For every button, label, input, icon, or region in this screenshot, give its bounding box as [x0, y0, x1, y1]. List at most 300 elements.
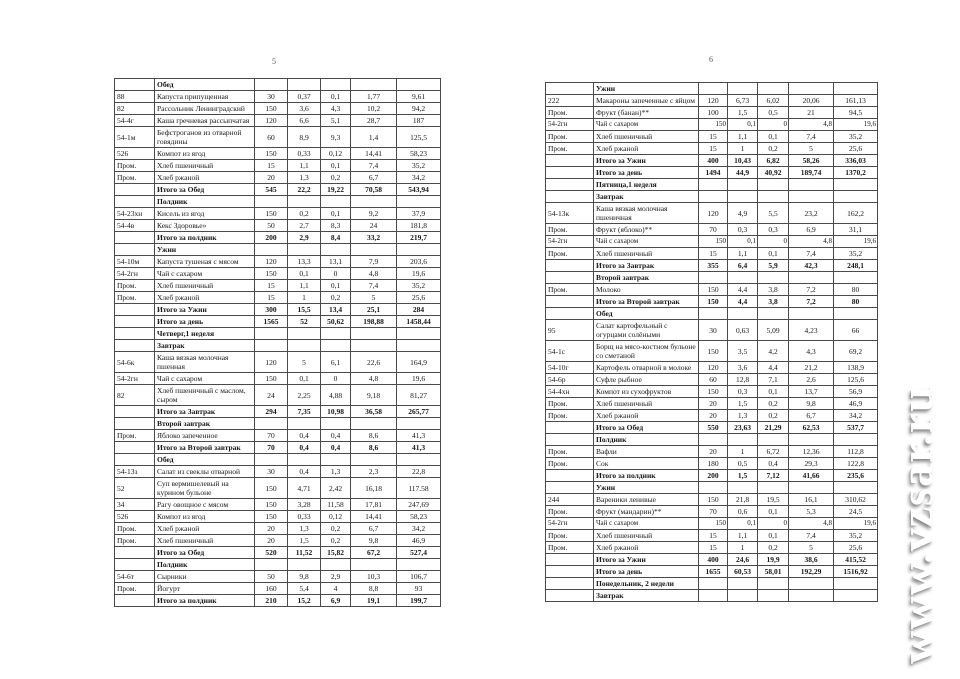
- cell-value: 4: [321, 583, 351, 595]
- cell-value: [397, 79, 441, 91]
- cell-value: [758, 83, 789, 95]
- cell-dish-name: Молоко: [594, 284, 699, 296]
- cell-value: 1565: [255, 316, 288, 328]
- cell-value: [397, 454, 441, 466]
- cell-dish-name: Каша вязкая молочная пшеничная: [594, 203, 699, 224]
- cell-value: 150: [699, 386, 728, 398]
- cell-dish-name: Чай с сахаром: [594, 518, 699, 530]
- total-row: [546, 422, 878, 434]
- table-row: [546, 203, 878, 224]
- cell-value: 3,28: [288, 499, 321, 511]
- cell-value: 400: [699, 155, 728, 167]
- cell-value: 4,9: [728, 203, 758, 224]
- cell-value: 1,3: [728, 410, 758, 422]
- cell-dish-name: Итого за Ужин: [594, 554, 699, 566]
- cell-value: 70: [699, 506, 728, 518]
- cell-value: 520: [255, 547, 288, 559]
- cell-value: [834, 83, 878, 95]
- cell-code: 54-4хн: [546, 386, 594, 398]
- section-row: [546, 590, 878, 602]
- cell-code: Пром.: [546, 224, 594, 236]
- cell-value: 9,18: [351, 385, 397, 406]
- cell-value: 4,8: [789, 236, 834, 248]
- cell-dish-name: Завтрак: [594, 191, 699, 203]
- cell-dish-name: Чай с сахаром: [155, 268, 255, 280]
- section-row: [546, 578, 878, 590]
- cell-value: [728, 83, 758, 95]
- section-row: [546, 179, 878, 191]
- cell-value: 0,1: [728, 518, 758, 530]
- cell-code: 54-13з: [115, 466, 155, 478]
- cell-value: 20: [255, 172, 288, 184]
- cell-value: 22,8: [397, 466, 441, 478]
- cell-value: 10,2: [351, 103, 397, 115]
- cell-dish-name: Суфле рыбное: [594, 374, 699, 386]
- table-row: [546, 320, 878, 341]
- total-row: [546, 155, 878, 167]
- cell-value: [758, 191, 789, 203]
- cell-dish-name: Компот из сухофруктов: [594, 386, 699, 398]
- cell-value: 14,41: [351, 511, 397, 523]
- cell-value: 199,7: [397, 595, 441, 607]
- cell-value: [728, 578, 758, 590]
- table-row: [115, 535, 441, 547]
- cell-value: 58,01: [758, 566, 789, 578]
- cell-value: 200: [255, 232, 288, 244]
- cell-value: 6,7: [789, 410, 834, 422]
- cell-code: [115, 244, 155, 256]
- table-row: [115, 385, 441, 406]
- cell-value: 150: [255, 373, 288, 385]
- cell-value: 31,1: [834, 224, 878, 236]
- cell-dish-name: Обед: [594, 308, 699, 320]
- cell-value: 25,6: [834, 542, 878, 554]
- cell-dish-name: Сырники: [155, 571, 255, 583]
- cell-value: 25,6: [397, 292, 441, 304]
- cell-value: 0: [758, 518, 789, 530]
- cell-code: 54-6р: [546, 374, 594, 386]
- cell-value: 1,3: [321, 466, 351, 478]
- cell-value: 181,8: [397, 220, 441, 232]
- cell-value: 150: [255, 478, 288, 499]
- cell-value: 93: [397, 583, 441, 595]
- cell-value: 336,03: [834, 155, 878, 167]
- cell-dish-name: Макароны запеченные с яйцом: [594, 95, 699, 107]
- cell-value: [351, 328, 397, 340]
- table-row: [115, 91, 441, 103]
- table-row: [115, 430, 441, 442]
- total-row: [546, 470, 878, 482]
- cell-dish-name: Чай с сахаром: [594, 119, 699, 131]
- section-row: [115, 196, 441, 208]
- cell-dish-name: Ужин: [594, 83, 699, 95]
- cell-value: 50,62: [321, 316, 351, 328]
- cell-value: [699, 179, 728, 191]
- section-row: [115, 454, 441, 466]
- cell-value: [351, 196, 397, 208]
- cell-value: [351, 559, 397, 571]
- cell-code: Пром.: [115, 535, 155, 547]
- cell-value: 527,4: [397, 547, 441, 559]
- table-row: [115, 280, 441, 292]
- cell-value: 187: [397, 115, 441, 127]
- cell-value: 150: [255, 268, 288, 280]
- cell-value: 543,94: [397, 184, 441, 196]
- cell-value: 8,9: [288, 127, 321, 148]
- table-row: [115, 466, 441, 478]
- cell-code: 34: [115, 499, 155, 511]
- cell-code: [546, 578, 594, 590]
- cell-code: 54-2гн: [546, 119, 594, 131]
- cell-value: [288, 196, 321, 208]
- cell-value: 1,3: [288, 172, 321, 184]
- total-row: [115, 316, 441, 328]
- cell-value: 150: [699, 284, 728, 296]
- cell-value: [255, 328, 288, 340]
- cell-code: Пром.: [546, 506, 594, 518]
- cell-value: 22,6: [351, 352, 397, 373]
- cell-dish-name: Фрукт (банан)**: [594, 107, 699, 119]
- cell-value: 400: [699, 554, 728, 566]
- cell-value: 21: [789, 107, 834, 119]
- cell-value: 0,2: [758, 143, 789, 155]
- cell-value: 4,8: [351, 268, 397, 280]
- cell-value: 4,4: [728, 296, 758, 308]
- cell-value: [789, 272, 834, 284]
- cell-code: Пром.: [546, 248, 594, 260]
- cell-value: 9,8: [351, 535, 397, 547]
- table-row: [546, 506, 878, 518]
- cell-value: 50: [255, 571, 288, 583]
- cell-dish-name: Итого за день: [594, 566, 699, 578]
- cell-value: 300: [255, 304, 288, 316]
- cell-dish-name: Вафли: [594, 446, 699, 458]
- cell-dish-name: Итого за Обед: [155, 184, 255, 196]
- table-row: [546, 236, 878, 248]
- cell-value: 6,73: [728, 95, 758, 107]
- cell-value: 1,1: [728, 530, 758, 542]
- cell-value: 161,13: [834, 95, 878, 107]
- cell-code: 82: [115, 103, 155, 115]
- cell-value: 0,3: [728, 386, 758, 398]
- cell-value: 0,4: [321, 430, 351, 442]
- cell-value: 0,2: [758, 410, 789, 422]
- cell-value: [699, 590, 728, 602]
- cell-value: 1494: [699, 167, 728, 179]
- cell-value: 9,3: [321, 127, 351, 148]
- cell-value: 25,1: [351, 304, 397, 316]
- cell-code: 526: [115, 148, 155, 160]
- cell-value: 0,5: [758, 107, 789, 119]
- cell-value: 19,1: [351, 595, 397, 607]
- cell-value: 0,1: [728, 236, 758, 248]
- cell-value: 1,5: [728, 470, 758, 482]
- cell-dish-name: Хлеб пшеничный: [155, 160, 255, 172]
- cell-value: 294: [255, 406, 288, 418]
- cell-value: 16,18: [351, 478, 397, 499]
- table-row: [546, 362, 878, 374]
- cell-value: 8,4: [321, 232, 351, 244]
- cell-value: 0,4: [288, 430, 321, 442]
- cell-value: 7,1: [758, 374, 789, 386]
- cell-dish-name: Итого за полдник: [594, 470, 699, 482]
- cell-value: [397, 340, 441, 352]
- cell-value: 1,5: [728, 398, 758, 410]
- cell-value: [321, 79, 351, 91]
- cell-value: 52: [288, 316, 321, 328]
- cell-value: 284: [397, 304, 441, 316]
- cell-value: [834, 272, 878, 284]
- cell-code: 54-2гн: [546, 236, 594, 248]
- cell-value: [288, 454, 321, 466]
- cell-value: [758, 482, 789, 494]
- cell-value: 2,42: [321, 478, 351, 499]
- cell-value: [834, 308, 878, 320]
- cell-code: 54-4в: [115, 220, 155, 232]
- cell-value: 34,2: [397, 523, 441, 535]
- cell-value: 10,98: [321, 406, 351, 418]
- cell-value: [351, 418, 397, 430]
- cell-value: [321, 418, 351, 430]
- cell-value: 4,23: [789, 320, 834, 341]
- table-row: [115, 571, 441, 583]
- cell-dish-name: Полдник: [594, 434, 699, 446]
- section-row: [546, 272, 878, 284]
- cell-value: 5: [789, 542, 834, 554]
- cell-value: [397, 559, 441, 571]
- cell-value: 46,9: [834, 398, 878, 410]
- cell-value: 35,2: [834, 131, 878, 143]
- cell-dish-name: Яблоко запеченное: [155, 430, 255, 442]
- cell-code: 95: [546, 320, 594, 341]
- cell-dish-name: Понедельник, 2 недели: [594, 578, 699, 590]
- cell-value: 3,6: [288, 103, 321, 115]
- cell-value: 15: [699, 248, 728, 260]
- cell-value: 6,1: [321, 352, 351, 373]
- cell-code: Пром.: [546, 398, 594, 410]
- table-row: [115, 172, 441, 184]
- cell-value: 25,6: [834, 143, 878, 155]
- cell-value: 1370,2: [834, 167, 878, 179]
- cell-value: 550: [699, 422, 728, 434]
- cell-dish-name: Кисель из ягод: [155, 208, 255, 220]
- cell-value: 0,2: [321, 523, 351, 535]
- cell-dish-name: Бефстроганов из отварной говядины: [155, 127, 255, 148]
- cell-value: 23,63: [728, 422, 758, 434]
- cell-value: 16,1: [789, 494, 834, 506]
- section-row: [115, 340, 441, 352]
- cell-value: 0,6: [728, 506, 758, 518]
- table-row: [546, 410, 878, 422]
- table-row: [115, 373, 441, 385]
- cell-dish-name: Фрукт (мандарин)**: [594, 506, 699, 518]
- cell-dish-name: Обед: [155, 79, 255, 91]
- cell-dish-name: Чай с сахаром: [155, 373, 255, 385]
- cell-value: [255, 559, 288, 571]
- cell-value: 1: [288, 292, 321, 304]
- cell-code: [546, 83, 594, 95]
- cell-value: 24,6: [728, 554, 758, 566]
- cell-dish-name: Хлеб ржаной: [155, 292, 255, 304]
- cell-dish-name: Итого за день: [155, 316, 255, 328]
- cell-value: 1655: [699, 566, 728, 578]
- cell-code: [115, 442, 155, 454]
- cell-value: 1: [728, 446, 758, 458]
- cell-dish-name: Итого за полдник: [155, 232, 255, 244]
- cell-code: [115, 196, 155, 208]
- cell-value: 0,3: [728, 224, 758, 236]
- cell-code: [115, 232, 155, 244]
- cell-value: 0,4: [288, 442, 321, 454]
- cell-value: [255, 244, 288, 256]
- cell-value: 13,4: [321, 304, 351, 316]
- cell-value: 40,92: [758, 167, 789, 179]
- cell-value: 415,52: [834, 554, 878, 566]
- cell-dish-name: Рагу овощное с мясом: [155, 499, 255, 511]
- cell-dish-name: Каша вязкая молочная пшенная: [155, 352, 255, 373]
- cell-value: 20: [255, 535, 288, 547]
- cell-code: [546, 296, 594, 308]
- cell-value: [789, 308, 834, 320]
- cell-value: 1: [728, 143, 758, 155]
- cell-value: 180: [699, 458, 728, 470]
- cell-value: 5,4: [288, 583, 321, 595]
- cell-value: 6,02: [758, 95, 789, 107]
- cell-value: 70: [699, 224, 728, 236]
- cell-dish-name: Хлеб пшеничный: [594, 131, 699, 143]
- cell-code: Пром.: [546, 410, 594, 422]
- cell-value: [288, 559, 321, 571]
- cell-value: 7,9: [351, 256, 397, 268]
- cell-value: 10,3: [351, 571, 397, 583]
- cell-value: [288, 79, 321, 91]
- cell-value: [728, 434, 758, 446]
- cell-value: 4,71: [288, 478, 321, 499]
- cell-code: 222: [546, 95, 594, 107]
- cell-value: 3,6: [728, 362, 758, 374]
- cell-code: 54-10м: [115, 256, 155, 268]
- total-row: [115, 595, 441, 607]
- cell-value: 19,6: [397, 268, 441, 280]
- cell-value: [288, 418, 321, 430]
- cell-value: [397, 196, 441, 208]
- cell-value: 60: [255, 127, 288, 148]
- cell-code: 54-4г: [115, 115, 155, 127]
- cell-value: 150: [699, 494, 728, 506]
- cell-value: 0,1: [321, 91, 351, 103]
- cell-value: 12,8: [728, 374, 758, 386]
- cell-value: 20: [699, 410, 728, 422]
- cell-value: 310,62: [834, 494, 878, 506]
- cell-value: 4,8: [351, 373, 397, 385]
- cell-value: 56,9: [834, 386, 878, 398]
- cell-value: 0,1: [321, 208, 351, 220]
- cell-value: 4,8: [789, 119, 834, 131]
- cell-value: 29,3: [789, 458, 834, 470]
- cell-code: [115, 184, 155, 196]
- cell-value: 150: [699, 341, 728, 362]
- cell-value: 122,8: [834, 458, 878, 470]
- cell-value: 0,2: [321, 535, 351, 547]
- cell-value: 30: [255, 91, 288, 103]
- cell-dish-name: Хлеб ржаной: [594, 143, 699, 155]
- cell-code: [546, 191, 594, 203]
- cell-value: 7,12: [758, 470, 789, 482]
- section-row: [115, 79, 441, 91]
- cell-dish-name: Хлеб ржаной: [155, 172, 255, 184]
- cell-value: 0,33: [288, 511, 321, 523]
- cell-value: 120: [699, 203, 728, 224]
- cell-value: 24: [351, 220, 397, 232]
- cell-value: 5,1: [321, 115, 351, 127]
- cell-value: 112,8: [834, 446, 878, 458]
- cell-value: 41,3: [397, 442, 441, 454]
- cell-dish-name: Кекс Здоровье»: [155, 220, 255, 232]
- cell-value: 8,8: [351, 583, 397, 595]
- cell-value: 15: [255, 292, 288, 304]
- cell-dish-name: Йогурт: [155, 583, 255, 595]
- cell-dish-name: Салат картофельный с огурцами солёными: [594, 320, 699, 341]
- cell-value: 2,3: [351, 466, 397, 478]
- cell-value: [728, 482, 758, 494]
- cell-value: [288, 328, 321, 340]
- cell-dish-name: Итого за Ужин: [155, 304, 255, 316]
- cell-code: [115, 340, 155, 352]
- table-row: [115, 148, 441, 160]
- cell-value: 0,4: [288, 466, 321, 478]
- cell-value: 200: [699, 470, 728, 482]
- cell-value: 0,1: [758, 131, 789, 143]
- table-row: [546, 143, 878, 155]
- cell-dish-name: Салат из свеклы отварной: [155, 466, 255, 478]
- cell-value: 94,5: [834, 107, 878, 119]
- cell-code: 526: [115, 511, 155, 523]
- cell-value: 3,8: [758, 284, 789, 296]
- table-row: [546, 518, 878, 530]
- cell-dish-name: Хлеб пшеничный: [155, 535, 255, 547]
- cell-value: 9,8: [789, 398, 834, 410]
- cell-value: 150: [699, 296, 728, 308]
- cell-value: [321, 244, 351, 256]
- cell-value: 0: [321, 268, 351, 280]
- cell-value: 20: [699, 446, 728, 458]
- cell-value: [321, 340, 351, 352]
- cell-value: 19,6: [834, 119, 878, 131]
- cell-value: 13,7: [789, 386, 834, 398]
- cell-value: 2,9: [321, 571, 351, 583]
- cell-value: 0: [758, 119, 789, 131]
- cell-value: 35,2: [834, 530, 878, 542]
- cell-code: 54-2гн: [115, 373, 155, 385]
- cell-code: [115, 304, 155, 316]
- cell-value: 4,2: [758, 341, 789, 362]
- cell-value: 1516,92: [834, 566, 878, 578]
- cell-code: Пром.: [546, 143, 594, 155]
- total-row: [115, 406, 441, 418]
- cell-value: 2,6: [789, 374, 834, 386]
- cell-value: 81,27: [397, 385, 441, 406]
- cell-code: Пром.: [115, 172, 155, 184]
- cell-value: 20: [255, 523, 288, 535]
- cell-value: 1458,44: [397, 316, 441, 328]
- page-number-right: 6: [709, 55, 713, 64]
- cell-value: 1,1: [288, 280, 321, 292]
- cell-value: [834, 482, 878, 494]
- cell-value: 21,8: [728, 494, 758, 506]
- cell-value: 0: [758, 236, 789, 248]
- table-row: [115, 352, 441, 373]
- total-row: [546, 296, 878, 308]
